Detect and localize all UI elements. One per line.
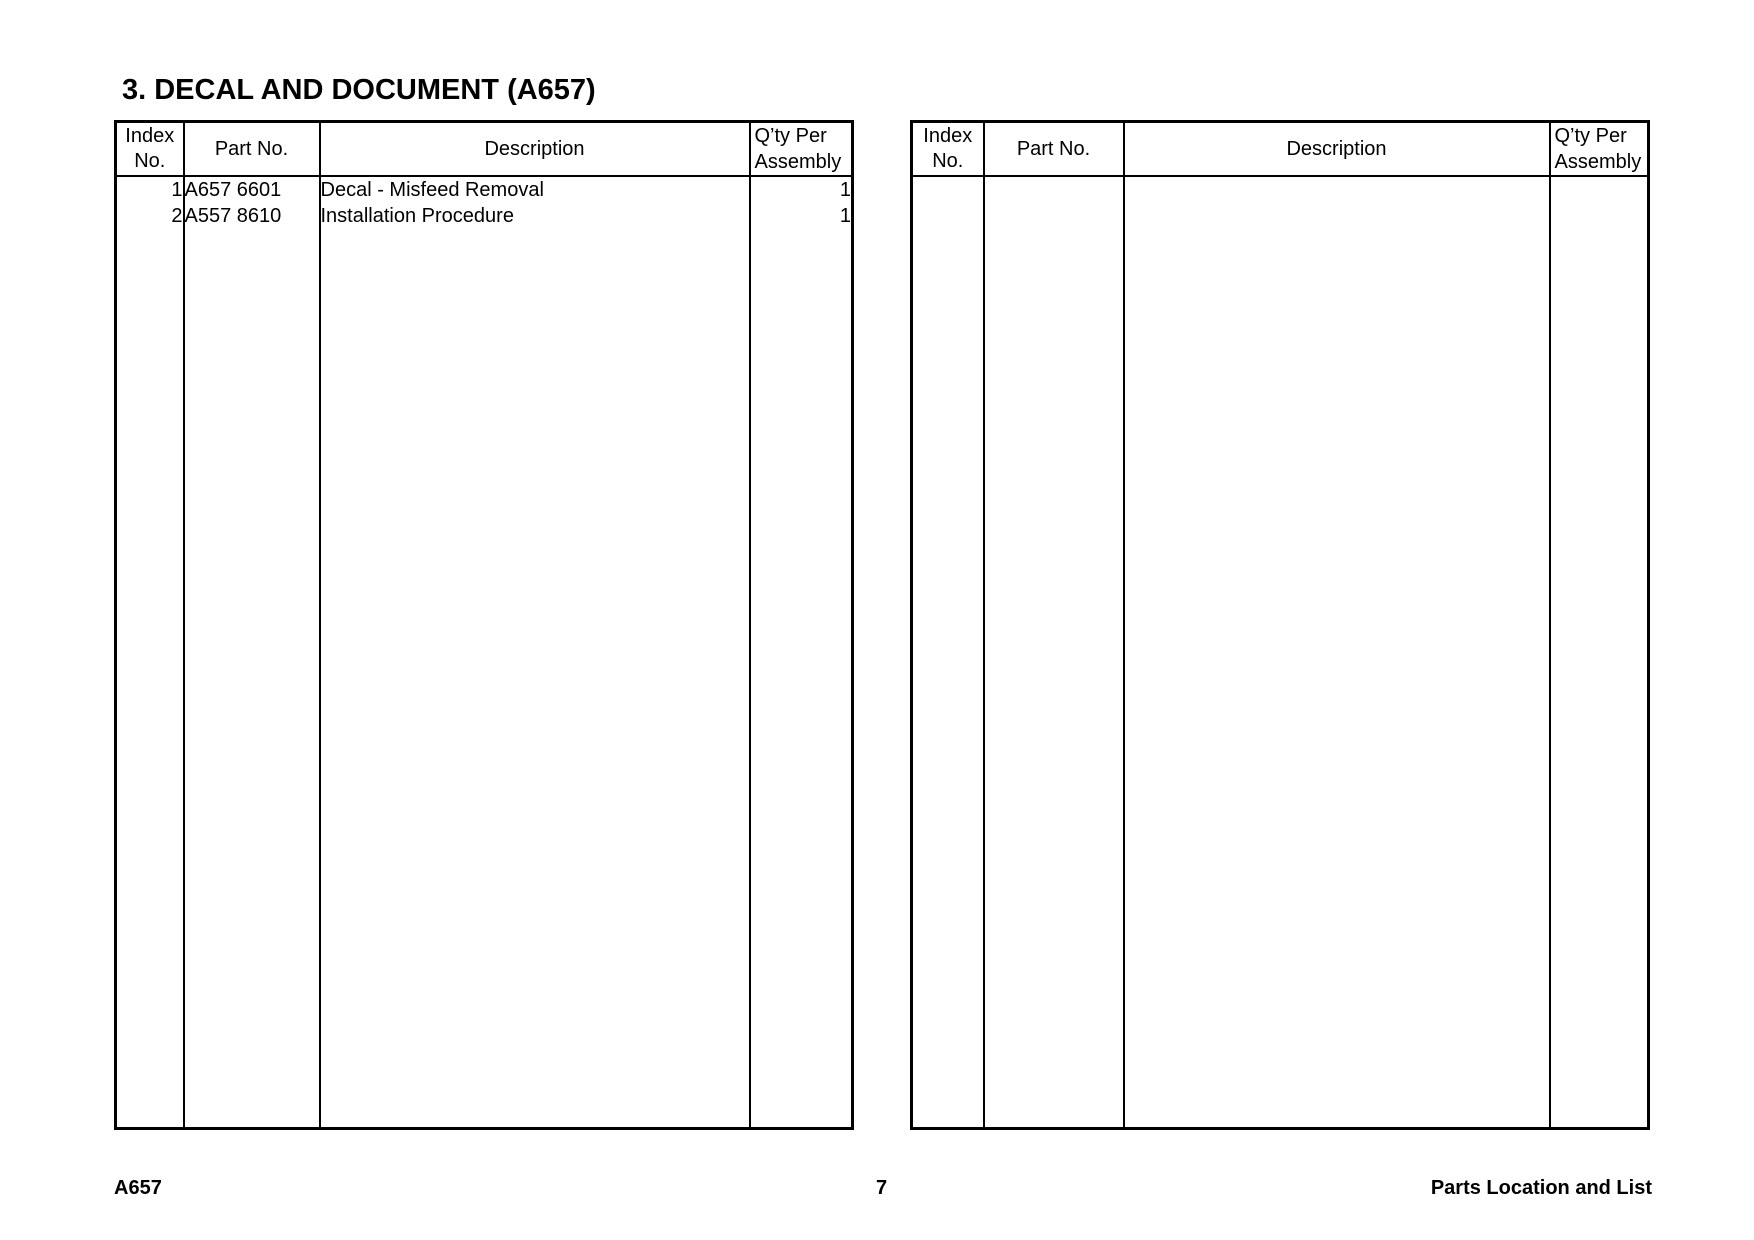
index-cell: 2: [116, 203, 184, 229]
parts-table-left: [114, 120, 854, 1130]
table-row: [116, 203, 853, 229]
footer-section-title: Parts Location and List: [1430, 1177, 1652, 1199]
index-cell: 1: [116, 176, 184, 203]
part-no-cell: A657 6601: [184, 176, 320, 203]
column-header-part-no: Part No.: [184, 122, 320, 177]
qty-cell: 1: [750, 203, 853, 229]
description-cell: Decal - Misfeed Removal: [320, 176, 750, 203]
page-title: 3. DECAL AND DOCUMENT (A657): [122, 74, 596, 106]
footer-model: A657: [114, 1177, 162, 1199]
column-header-index: Index No.: [116, 122, 184, 177]
qty-cell: 1: [750, 176, 853, 203]
parts-table-right: [910, 120, 1650, 1130]
footer-page-number: 7: [876, 1177, 888, 1199]
part-no-cell: A557 8610: [184, 203, 320, 229]
table-row: [116, 176, 853, 203]
column-header-description: Description: [1124, 122, 1550, 177]
table-header-row: [116, 122, 853, 177]
table-header-row: [912, 122, 1649, 177]
column-header-index: Index No.: [912, 122, 984, 177]
column-header-qty: Q’ty Per Assembly: [750, 122, 853, 177]
description-cell: Installation Procedure: [320, 203, 750, 229]
column-header-part-no: Part No.: [984, 122, 1124, 177]
empty-filler-row: [912, 176, 1649, 1129]
column-header-description: Description: [320, 122, 750, 177]
column-header-qty: Q’ty Per Assembly: [1550, 122, 1649, 177]
empty-filler-row: [116, 229, 853, 1129]
